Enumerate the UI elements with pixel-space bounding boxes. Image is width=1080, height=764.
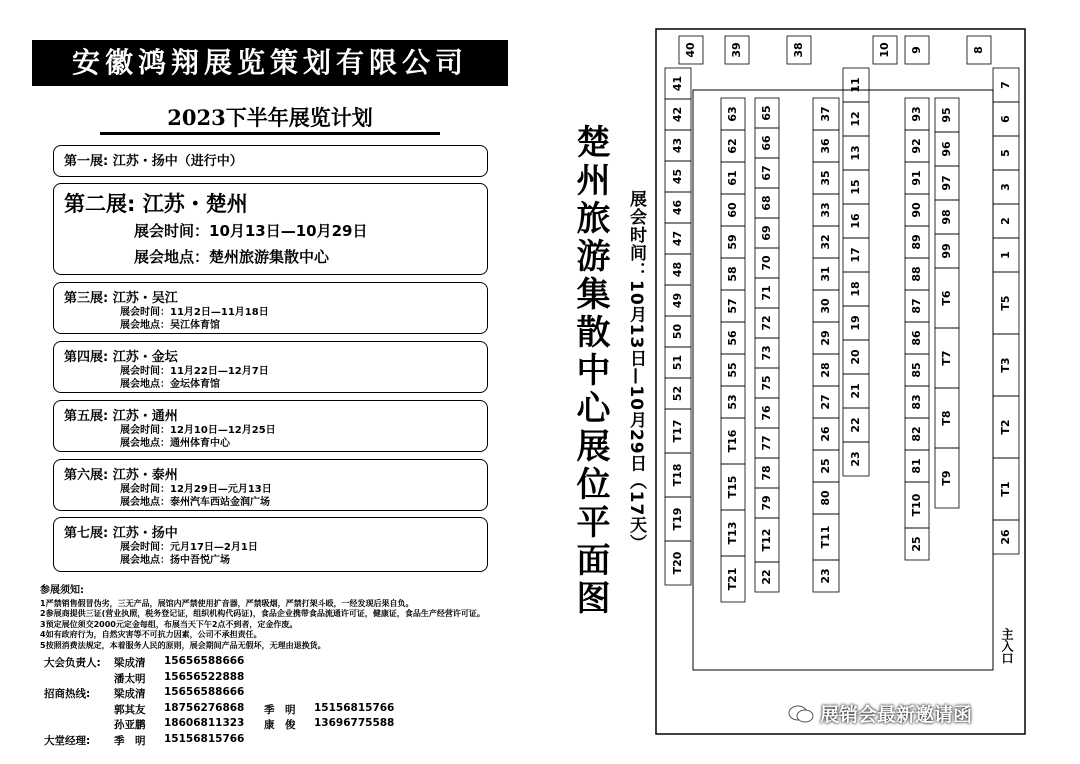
booth-label: 3 bbox=[999, 183, 1012, 191]
booth-label: T5 bbox=[999, 295, 1012, 311]
booth-label: 47 bbox=[671, 230, 684, 247]
exhibition-title: 第一展: 江苏・扬中（进行中） bbox=[64, 154, 243, 169]
booth-label: 51 bbox=[671, 354, 684, 371]
booth-label: 21 bbox=[849, 383, 862, 399]
booth-label: 99 bbox=[940, 243, 953, 259]
exhibition-venue: 展会地点：扬中吾悦广场 bbox=[120, 555, 230, 566]
booth-label: 40 bbox=[684, 42, 697, 58]
booth-label: 46 bbox=[671, 199, 684, 216]
booth-label: 25 bbox=[910, 536, 923, 552]
note-item: 4如有政府行为，自然灾害等不可抗力因素，公司不承担责任。 bbox=[40, 630, 262, 639]
exhibitor-notes bbox=[40, 586, 510, 651]
booth-label: 22 bbox=[849, 417, 862, 433]
booth-label: T16 bbox=[726, 429, 739, 453]
booth-label: T19 bbox=[671, 507, 684, 531]
contact-phone: 18756276868 bbox=[164, 701, 245, 714]
booth-label: 60 bbox=[726, 202, 739, 218]
booth-label: T18 bbox=[671, 463, 684, 487]
booth-label: T1 bbox=[999, 481, 1012, 497]
contact-name: 康 俊 bbox=[264, 719, 296, 731]
company-banner: 安徽鸿翔展览策划有限公司 bbox=[32, 40, 508, 86]
booth-label: 2 bbox=[999, 217, 1012, 225]
exhibition-time: 展会时间：11月2日—11月18日 bbox=[120, 307, 269, 318]
booth-label: 62 bbox=[726, 138, 739, 154]
booth-label: 41 bbox=[671, 75, 684, 92]
booth-label: 58 bbox=[726, 266, 739, 282]
note-item: 5按照消费法规定，本着服务人民的原则，展会期间产品无假坏，无理由退换货。 bbox=[40, 640, 326, 650]
booth-label: 56 bbox=[726, 330, 739, 346]
booth-label: 71 bbox=[760, 285, 773, 301]
booth-label: 82 bbox=[910, 426, 923, 442]
exhibition-card-7 bbox=[53, 517, 488, 572]
booth-label: 52 bbox=[671, 385, 684, 402]
booth-label: T21 bbox=[726, 567, 739, 591]
booth-label: T6 bbox=[940, 290, 953, 306]
booth-label: 85 bbox=[910, 362, 923, 378]
note-item: 1严禁销售假冒伪劣，三无产品，展馆内严禁使用扩音器，严禁吸烟，严禁打架斗殴，一经发现后果自负。 bbox=[40, 598, 414, 608]
booth-label: 39 bbox=[730, 42, 743, 58]
booth-label: 42 bbox=[671, 106, 684, 123]
booth-label: 25 bbox=[819, 458, 832, 474]
contact-phone: 15656588666 bbox=[164, 655, 245, 667]
booth-label: 63 bbox=[726, 106, 739, 122]
contact-phone: 15656522888 bbox=[164, 670, 245, 683]
booth-label: 68 bbox=[760, 195, 773, 211]
booth-label: 11 bbox=[849, 77, 862, 93]
booth-label: 7 bbox=[999, 81, 1012, 89]
booth-label: T8 bbox=[940, 410, 953, 426]
contact-label: 大堂经理: bbox=[44, 734, 91, 747]
booth-label: 75 bbox=[760, 375, 773, 391]
booth-label: 23 bbox=[849, 451, 862, 467]
booth-label: 27 bbox=[819, 394, 832, 410]
contact-name: 季 明 bbox=[114, 734, 146, 747]
exhibition-title: 第四展: 江苏・金坛 bbox=[64, 350, 178, 365]
booth-label: 50 bbox=[671, 323, 684, 340]
booth-label: 98 bbox=[940, 209, 953, 225]
booth-label: 20 bbox=[849, 349, 862, 365]
exhibition-time: 展会时间：元月17日—2月1日 bbox=[120, 542, 258, 553]
booth-label: 49 bbox=[671, 292, 684, 309]
notes-heading: 参展须知: bbox=[40, 585, 84, 596]
booth-label: 55 bbox=[726, 362, 739, 378]
contact-label: 招商热线: bbox=[44, 688, 91, 700]
contact-phone: 15656588666 bbox=[164, 686, 245, 698]
booth-label: 93 bbox=[910, 106, 923, 122]
note-item: 2参展商提供三证(营业执照，税务登记证，组织机构代码证)，食品企业携带食品流通许可证，健康证，食品生产经营许可证。 bbox=[40, 609, 485, 618]
exhibition-venue: 展会地点：吴江体育馆 bbox=[120, 320, 220, 331]
booth-label: T20 bbox=[671, 551, 684, 575]
booth-label: T17 bbox=[671, 419, 684, 443]
exhibition-time: 展会时间：11月22日—12月7日 bbox=[120, 366, 269, 377]
booth-label: 86 bbox=[910, 330, 923, 346]
exhibition-time: 展会时间：12月10日—12月25日 bbox=[120, 425, 276, 436]
contact-name: 孙亚鹏 bbox=[114, 719, 146, 731]
booth-label: 97 bbox=[940, 175, 953, 191]
exhibition-title: 第五展: 江苏・通州 bbox=[64, 409, 178, 424]
booth-label: 90 bbox=[910, 202, 923, 218]
exhibition-time: 展会时间：10月13日—10月29日 bbox=[134, 222, 368, 240]
booth-label: 12 bbox=[849, 111, 862, 127]
booth-label: 37 bbox=[819, 106, 832, 122]
plan-title: 2023下半年展览计划 bbox=[167, 105, 373, 130]
booth-label: 83 bbox=[910, 394, 923, 410]
note-item: 3预定展位须交2000元定金每组，布展当天下午2点不到者，定金作废。 bbox=[40, 619, 298, 629]
booth-label: 70 bbox=[760, 255, 773, 271]
booth-label: 26 bbox=[819, 426, 832, 442]
booth-label: T11 bbox=[819, 525, 832, 549]
booth-label: 23 bbox=[819, 568, 832, 584]
booth-label: 17 bbox=[849, 247, 862, 263]
booth-label: 81 bbox=[910, 458, 923, 474]
contact-name: 梁成清 bbox=[114, 657, 146, 669]
exhibition-card-5 bbox=[53, 400, 488, 452]
booth-label: 80 bbox=[819, 490, 832, 506]
booth-label: 91 bbox=[910, 170, 923, 186]
exhibition-time: 展会时间：12月29日—元月13日 bbox=[120, 484, 272, 495]
booth-label: 38 bbox=[792, 42, 805, 58]
booth-label: 1 bbox=[999, 251, 1012, 259]
contact-name: 季 明 bbox=[264, 703, 296, 716]
booth-label: T7 bbox=[940, 350, 953, 366]
booth-label: 6 bbox=[999, 115, 1012, 123]
floor-plan-date: 展会时间：10月13日—10月29日（17天） bbox=[626, 190, 646, 553]
booth-label: 79 bbox=[760, 495, 773, 511]
booth-label: T12 bbox=[760, 528, 773, 552]
exhibition-venue: 展会地点：通州体育中心 bbox=[120, 438, 230, 449]
booth-label: 10 bbox=[878, 42, 891, 58]
exhibition-title: 第三展: 江苏・吴江 bbox=[64, 291, 178, 306]
booth-label: T3 bbox=[999, 357, 1012, 373]
contact-name: 潘太明 bbox=[114, 672, 146, 685]
booth-label: 76 bbox=[760, 405, 773, 421]
booth-label: T9 bbox=[940, 470, 953, 486]
exhibition-title: 第七展: 江苏・扬中 bbox=[64, 526, 178, 541]
booth-label: T13 bbox=[726, 521, 739, 545]
booth-label: 19 bbox=[849, 315, 862, 331]
exhibition-card-1 bbox=[53, 145, 488, 177]
hall-outline bbox=[656, 29, 1025, 734]
booth-label: 65 bbox=[760, 105, 773, 121]
booth-label: 13 bbox=[849, 145, 862, 161]
booth-label: 57 bbox=[726, 298, 739, 314]
booth-label: 9 bbox=[910, 46, 923, 54]
booth-label: 88 bbox=[910, 266, 923, 282]
booth-label: 22 bbox=[760, 569, 773, 585]
booth-label: 18 bbox=[849, 281, 862, 297]
booth-label: 95 bbox=[940, 107, 953, 123]
plan-title-underline bbox=[100, 132, 440, 135]
contact-name: 梁成清 bbox=[114, 688, 146, 700]
watermark bbox=[788, 700, 972, 727]
booth-label: 73 bbox=[760, 345, 773, 361]
booth-label: 8 bbox=[972, 46, 985, 54]
watermark-text: 展销会最新邀请函 bbox=[820, 704, 973, 726]
booth-label: 72 bbox=[760, 315, 773, 331]
floor-plan bbox=[655, 28, 1027, 738]
booth-label: 96 bbox=[940, 141, 953, 157]
booth-label: T2 bbox=[999, 419, 1012, 435]
exhibition-title: 第六展: 江苏・泰州 bbox=[64, 468, 178, 483]
exhibition-card-6 bbox=[53, 459, 488, 511]
exhibition-venue: 展会地点：金坛体育馆 bbox=[120, 379, 220, 390]
booth-label: 15 bbox=[849, 179, 862, 195]
booth-label: T10 bbox=[910, 493, 923, 517]
booth-label: 89 bbox=[910, 234, 923, 250]
contact-name: 郭其友 bbox=[114, 703, 146, 716]
contact-phone: 15156815766 bbox=[314, 701, 395, 714]
contact-phone: 18606811323 bbox=[164, 717, 245, 729]
booth-label: 59 bbox=[726, 234, 739, 250]
booth-label: 61 bbox=[726, 170, 739, 186]
exhibition-venue: 展会地点：楚州旅游集散中心 bbox=[134, 248, 330, 266]
exhibition-title: 第二展: 江苏・楚州 bbox=[64, 192, 248, 216]
booth-label: 33 bbox=[819, 202, 832, 218]
booth-label: T15 bbox=[726, 475, 739, 499]
booth-label: 87 bbox=[910, 298, 923, 314]
booth-label: 16 bbox=[849, 213, 862, 229]
booth-label: 92 bbox=[910, 138, 923, 154]
booth-label: 32 bbox=[819, 234, 832, 250]
exhibition-card-3 bbox=[53, 282, 488, 334]
floor-plan-title: 楚州旅游集散中心展位平面图 bbox=[570, 124, 610, 618]
booth-label: 78 bbox=[760, 465, 773, 481]
main-entrance: 主入口 bbox=[1000, 628, 1014, 664]
booth-label: 77 bbox=[760, 435, 773, 451]
booth-label: 48 bbox=[671, 261, 684, 278]
booth-label: 43 bbox=[671, 137, 684, 154]
booth-label: 29 bbox=[819, 330, 832, 346]
exhibition-venue: 展会地点：泰州汽车西站金润广场 bbox=[120, 497, 270, 508]
contact-phone: 13696775588 bbox=[314, 717, 395, 729]
contact-label: 大会负责人: bbox=[44, 657, 101, 669]
wechat-icon bbox=[788, 704, 814, 724]
booth-label: 35 bbox=[819, 170, 832, 186]
contact-phone: 15156815766 bbox=[164, 732, 245, 745]
booth-label: 31 bbox=[819, 266, 832, 282]
booth-label: 69 bbox=[760, 225, 773, 241]
booth-label: 28 bbox=[819, 362, 832, 378]
exhibition-card-2 bbox=[53, 183, 488, 275]
booth-label: 36 bbox=[819, 138, 832, 154]
booth-label: 45 bbox=[671, 168, 684, 185]
booth-label: 53 bbox=[726, 394, 739, 410]
exhibition-card-4 bbox=[53, 341, 488, 393]
booth-label: 30 bbox=[819, 298, 832, 314]
booth-label: 26 bbox=[999, 529, 1012, 545]
booth-label: 66 bbox=[760, 135, 773, 151]
booth-label: 67 bbox=[760, 165, 773, 181]
booth-label: 5 bbox=[999, 149, 1012, 157]
